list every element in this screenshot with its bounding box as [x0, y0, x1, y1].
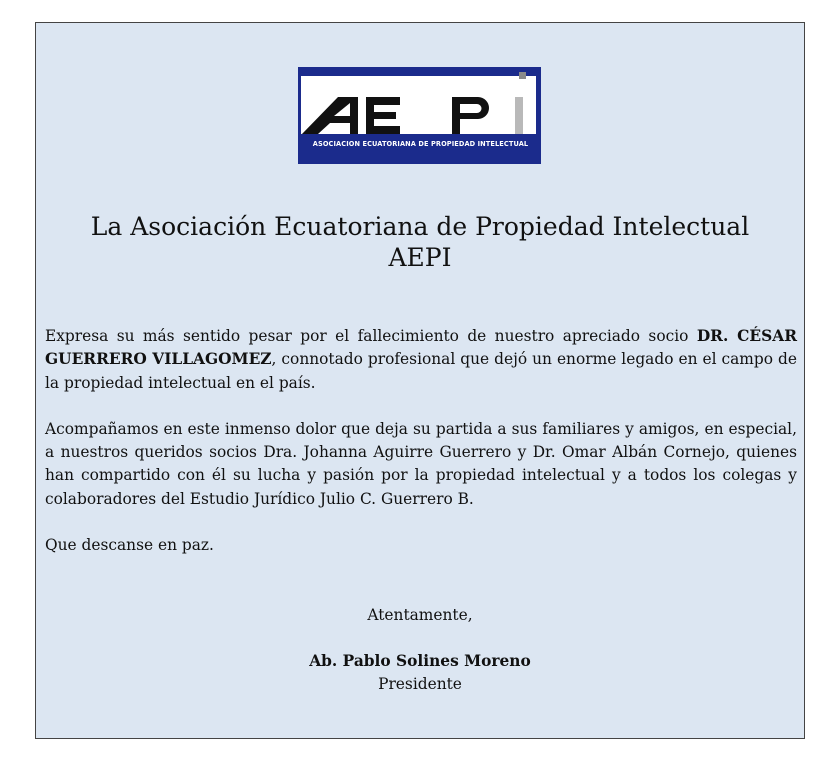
paragraph-accompany: Acompañamos en este inmenso dolor que deja su partida a sus familiares y amigos, en especial, a nuestros queridos socios Dra. Johanna Aguirre Guerrero y Dr. Omar Albán Cornejo, quienes han compartido con él su lucha y pasión por la propiedad intelectual y a todos los colegas y colaboradores del Estudio Jurídico Julio C. Guerrero B.: [45, 419, 797, 508]
title-line-1: La Asociación Ecuatoriana de Propiedad Intelectual: [90, 212, 750, 241]
condolence-card: [35, 22, 805, 739]
page-title: [36, 211, 804, 273]
closing-regards: Atentamente,: [367, 606, 473, 624]
logo-letters-graphic: [298, 67, 541, 140]
logo-caption: ASOCIACION ECUATORIANA DE PROPIEDAD INTELECTUAL: [312, 140, 529, 148]
deceased-name: DR. CÉSAR GUERRERO VILLAGOMEZ: [45, 327, 797, 369]
p1-text-start: Expresa su más sentido pesar por el fallecimiento de nuestro apreciado socio: [45, 327, 697, 345]
paragraph-condolence: [45, 325, 797, 395]
aepi-logo: [298, 67, 541, 164]
signer-role: Presidente: [378, 675, 462, 693]
title-line-2: AEPI: [388, 243, 452, 272]
signer-name: Ab. Pablo Solines Moreno: [309, 652, 531, 670]
paragraph-rest-in-peace: Que descanse en paz.: [45, 536, 214, 555]
message-body: [45, 325, 797, 557]
p1-text-end: , connotado profesional que dejó un enorme legado en el campo de la propiedad intelectual en el país.: [45, 350, 797, 392]
